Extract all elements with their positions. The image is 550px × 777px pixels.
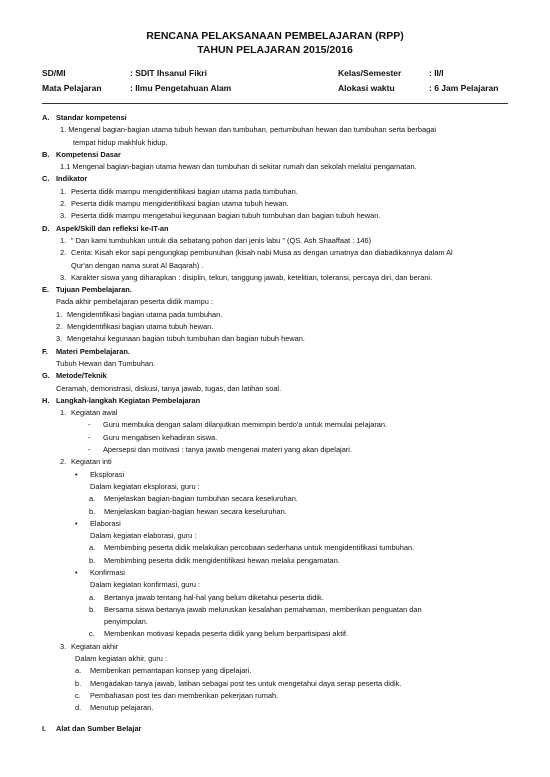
- list-item: 1. Peserta didik mampu mengidentifikasi bagian utama pada tumbuhan.: [60, 186, 298, 196]
- section-g-text: Ceramah, demonstrasi, diskusi, tanya jawab, tugas, dan latihan soal.: [56, 383, 282, 393]
- list-item: a. Membimbing peserta didik melakukan percobaan sederhana untuk mengidentifikasi tumbuhan.: [89, 543, 415, 553]
- list-item: d. Menutup pelajaran.: [75, 703, 154, 713]
- list-item: - Apersepsi dan motivasi : tanya jawab mengenai materi yang akan dipelajari.: [88, 445, 352, 455]
- time-value: : 6 Jam Pelajaran: [429, 83, 499, 93]
- list-item: 2. Peserta didik mampu mengidentifikasi bagian utama tubuh hewan.: [60, 199, 289, 209]
- list-item: c. Pembahasan post tes dan memberikan pekerjaan rumah.: [75, 690, 279, 700]
- list-item: 3. Kegiatan akhir: [60, 641, 119, 651]
- school-label: SD/MI: [42, 68, 66, 78]
- subsection-intro: Dalam kegiatan eksplorasi, guru :: [90, 481, 200, 491]
- list-item: 1. Mengidentifikasi bagian utama pada tumbuhan.: [56, 309, 223, 319]
- list-item: 1. Kegiatan awal: [60, 408, 118, 418]
- section-e-intro: Pada akhir pembelajaran peserta didik mampu :: [56, 297, 213, 307]
- section-e-heading: E. Tujuan Pembelajaran.: [42, 285, 132, 295]
- list-item: - Guru mengabsen kehadiran siswa.: [88, 432, 218, 442]
- document-body: [42, 112, 508, 735]
- subject-value: : Ilmu Pengetahuan Alam: [130, 83, 232, 93]
- class-value: : II/I: [429, 68, 444, 78]
- section-b-heading: B. Kompetensi Dasar: [42, 149, 121, 159]
- class-label: Kelas/Semester: [338, 68, 402, 78]
- list-item: 2. Cerita: Kisah ekor sapi pengungkap pembunuhan (kisah nabi Musa as dengan umatnya dan diabadikannya dalam Al: [60, 248, 453, 258]
- list-item: b. Mengadakan tanya jawab, latihan sebagai post tes untuk mengetahui daya serap peserta didik.: [75, 678, 402, 688]
- section-c-heading: C. Indikator: [42, 174, 88, 184]
- section-f-text: Tubuh Hewan dan Tumbuhan.: [56, 358, 156, 368]
- subject-label: Mata Pelajaran: [42, 83, 102, 93]
- list-item: b. Menjelaskan bagian-bagian hewan secara keseluruhan.: [89, 506, 287, 516]
- subsection-intro: Dalam kegiatan akhir, guru :: [75, 654, 168, 664]
- section-f-heading: F. Materi Pembelajaran.: [42, 346, 130, 356]
- section-g-heading: G. Metode/Teknik: [42, 371, 107, 381]
- section-h-heading: H. Langkah-langkah Kegiatan Pembelajaran: [42, 395, 201, 405]
- list-item: 3. Mengetahui kegunaan bagian tubuh tumbuhan dan bagian tubuh hewan.: [56, 334, 305, 344]
- list-item-cont: Qur'an dengan nama surat Al Baqarah) .: [71, 260, 204, 270]
- subsection-intro: Dalam kegiatan konfirmasi, guru :: [90, 580, 201, 590]
- school-value: : SDIT Ihsanul Fikri: [130, 68, 207, 78]
- list-item: 2. Kegiatan inti: [60, 457, 112, 467]
- header-divider: [42, 103, 508, 104]
- list-item: b. Bersama siswa bertanya jawab meluruskan kesalahan pemahaman, memberikan penguatan dan: [89, 604, 422, 614]
- list-item-cont: penyimpulan.: [104, 617, 148, 627]
- list-item: a. Menjelaskan bagian-bagian tumbuhan secara keseluruhan.: [89, 494, 298, 504]
- spacer: [42, 715, 508, 723]
- list-item: 2. Mengidentifikasi bagian utama tubuh hewan.: [56, 322, 214, 332]
- list-item: a. Memberikan pemantapan konsep yang dipelajari.: [75, 666, 252, 676]
- time-label: Alokasi waktu: [338, 83, 395, 93]
- list-item: b. Membimbing peserta didik mengidentifikasi hewan melalui pengamatan.: [89, 555, 340, 565]
- section-a-heading: A. Standar kompetensi: [42, 113, 127, 122]
- list-item: 1. " Dan kami tumbuhkan untuk dia sebatang pohon dari jenis labu " (QS. Ash Shaaffaat : 146): [60, 235, 372, 245]
- list-item: a. Bertanya jawab tentang hal-hal yang belum diketahui peserta didik.: [89, 592, 324, 602]
- document-subtitle: TAHUN PELAJARAN 2015/2016: [197, 44, 353, 56]
- list-item: • Konfirmasi: [75, 567, 125, 577]
- section-a-item-cont: tempat hidup makhluk hidup.: [73, 137, 168, 147]
- list-item: 3. Peserta didik mampu mengetahui kegunaan bagian tubuh tumbuhan dan bagian tubuh hewan.: [60, 211, 381, 221]
- section-d-heading: D. Aspek/Skill dan refleksi ke-IT-an: [42, 223, 169, 233]
- document-title: RENCANA PELAKSANAAN PEMBELAJARAN (RPP): [146, 30, 404, 42]
- section-a-item: 1. Mengenal bagian-bagian utama tubuh hewan dan tumbuhan, pertumbuhan hewan dan tumbuhan serta berbagai: [60, 125, 436, 135]
- section-b-item: 1.1 Mengenal bagian-bagian utama hewan dan tumbuhan di sekitar rumah dan sekolah melalui pengamatan.: [60, 162, 417, 172]
- section-i-heading: I. Alat dan Sumber Belajar: [42, 723, 142, 733]
- subsection-intro: Dalam kegiatan elaborasi, guru :: [90, 531, 197, 541]
- list-item: • Eksplorasi: [75, 469, 125, 479]
- list-item: - Guru membuka dengan salam dilanjutkan memimpin berdo'a untuk memulai pelajaran.: [88, 420, 388, 430]
- list-item: • Elaborasi: [75, 518, 121, 528]
- list-item: c. Memberikan motivasi kepada peserta didik yang belum berpartisipasi aktif.: [89, 629, 349, 639]
- list-item: 3. Karakter siswa yang diharapkan : disiplin, tekun, tanggung jawab, ketelitian, toleransi, percaya diri, dan berani.: [60, 272, 433, 282]
